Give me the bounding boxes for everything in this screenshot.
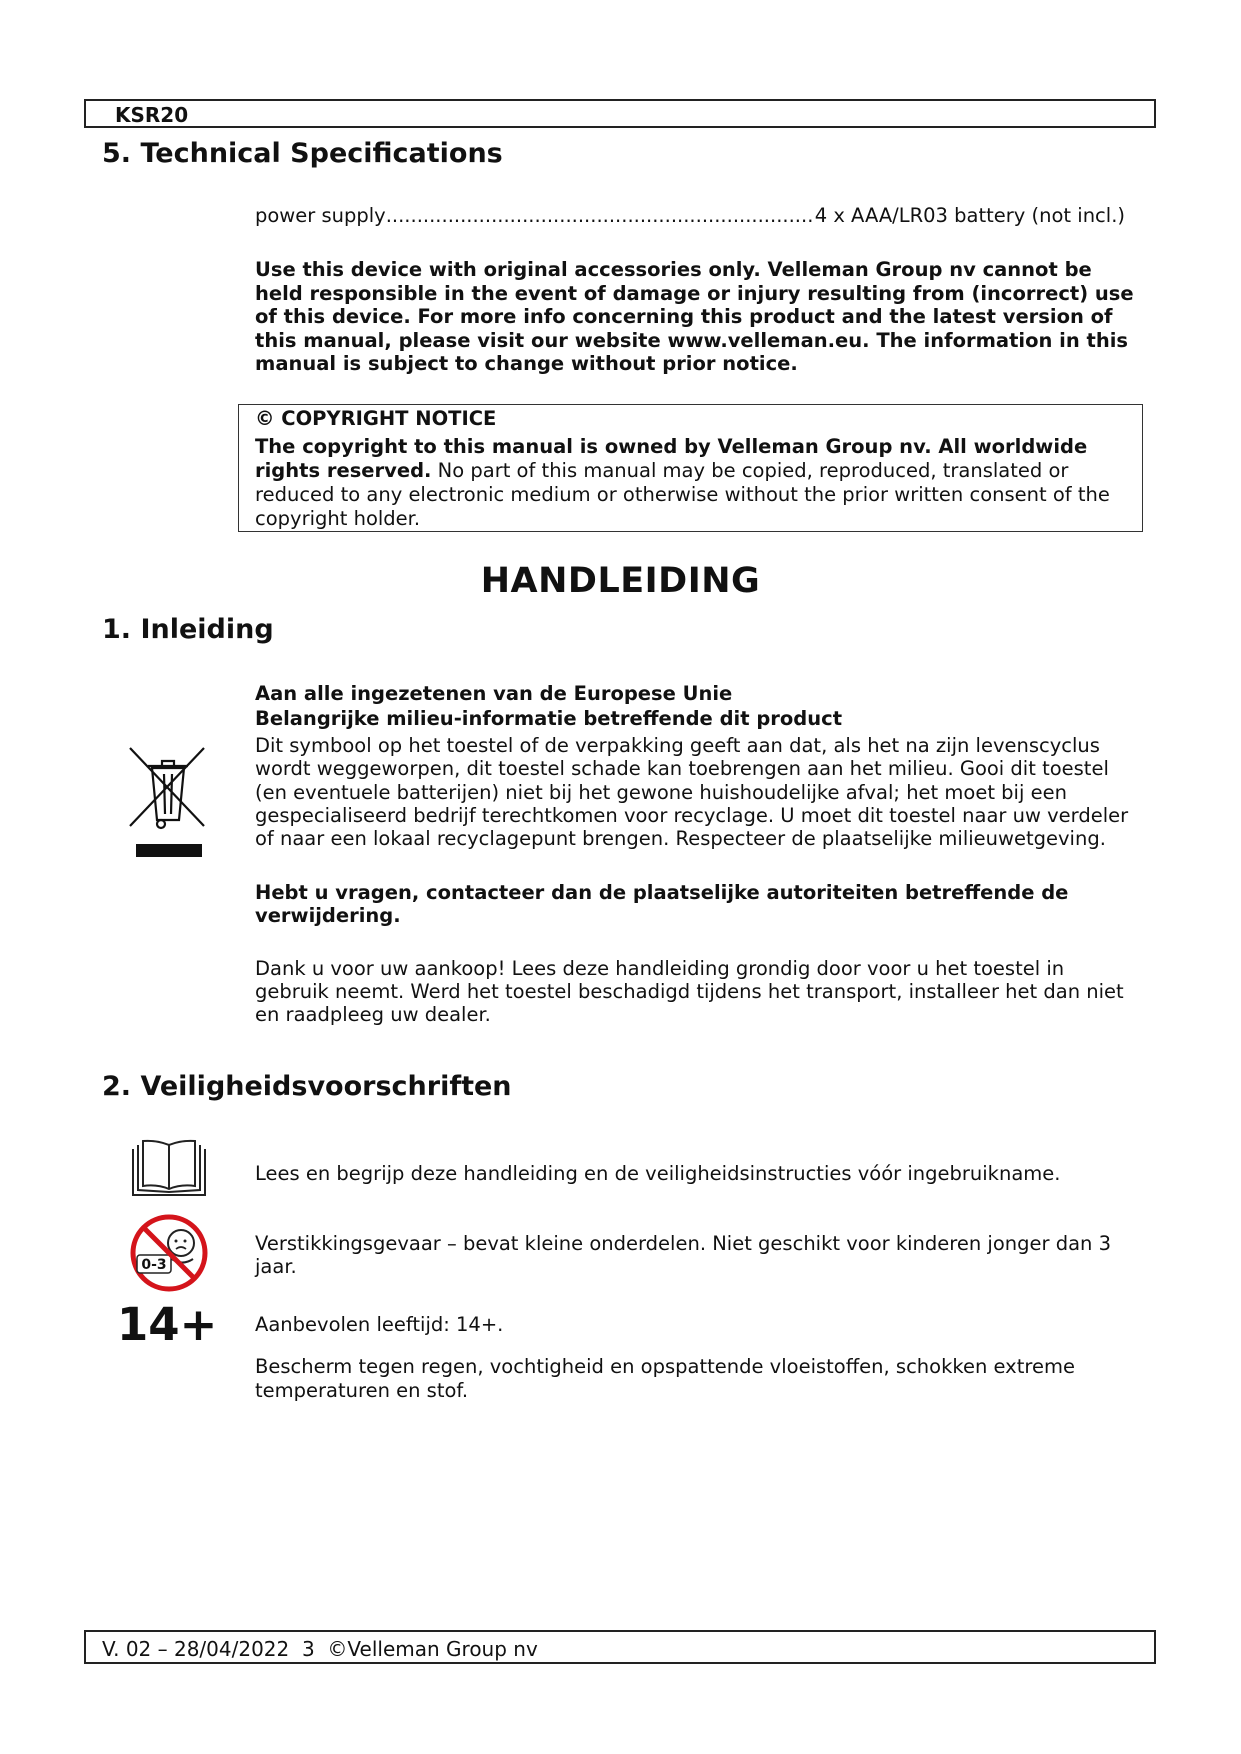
section-heading-veiligheidsvoorschriften: 2. Veiligheidsvoorschriften [102, 1071, 512, 1102]
age-14-plus-badge: 14+ [117, 1298, 218, 1351]
thanks-text: Dank u voor uw aankoop! Lees deze handleiding grondig door voor u het toestel in gebruik neemt. Werd het toestel beschadigd tijdens het transport, installeer het dan niet en raadpleeg uw dealer. [255, 957, 1124, 1026]
section-heading-technical-specifications: 5. Technical Specifications [102, 138, 503, 169]
eu-line-1: Aan alle ingezetenen van de Europese Unie [255, 682, 733, 705]
weee-crossed-bin-icon [128, 746, 208, 862]
copyright-bold-text: The copyright to this manual is owned by Velleman Group nv. All worldwide rights reserved. [255, 435, 1088, 482]
eu-header [255, 681, 1135, 731]
choking-hazard-icon [129, 1213, 209, 1293]
model-name: KSR20 [115, 103, 189, 127]
footer-text: V. 02 – 28/04/2022 3 ©Velleman Group nv [102, 1637, 538, 1661]
choking-hazard-text: Verstikkingsgevaar – bevat kleine onderdelen. Niet geschikt voor kinderen jonger dan 3 jaar. [255, 1232, 1112, 1278]
accessories-notice: Use this device with original accessories only. Velleman Group nv cannot be held responsible in the event of damage or injury resulting from (incorrect) use of this device. For more info concerning this product and the latest version of this manual, please visit our website www.velleman.eu. The information in this manual is subject to change without prior notice. [255, 258, 1134, 375]
questions-text: Hebt u vragen, contacteer dan de plaatselijke autoriteiten betreffende de verwijdering. [255, 881, 1069, 927]
spec-value: 4 x AAA/LR03 battery (not incl.) [814, 204, 1125, 227]
spec-leader-dots [386, 204, 815, 227]
copyright-body [255, 435, 1125, 531]
protect-text: Bescherm tegen regen, vochtigheid en opspattende vloeistoffen, schokken extreme temperaturen en stof. [255, 1355, 1075, 1402]
spec-label: power supply [255, 204, 386, 227]
recommended-age-text: Aanbevolen leeftijd: 14+. [255, 1313, 504, 1336]
copyright-text: No part of this manual may be copied, reproduced, translated or reduced to any electronic medium or otherwise without the prior written consent of the copyright holder. [255, 459, 1110, 530]
manual-title: HANDLEIDING [480, 561, 761, 601]
read-manual-text: Lees en begrijp deze handleiding en de veiligheidsinstructies vóór ingebruikname. [255, 1162, 1061, 1185]
page-footer [84, 1630, 1156, 1664]
read-manual-book-icon [131, 1139, 207, 1197]
copyright-title: © COPYRIGHT NOTICE [255, 407, 497, 430]
spec-row-power-supply [255, 204, 1125, 227]
section-heading-inleiding: 1. Inleiding [102, 614, 274, 645]
weee-text: Dit symbool op het toestel of de verpakking geeft aan dat, als het na zijn levenscyclus wordt weggeworpen, dit toestel schade kan toebrengen aan het milieu. Gooi dit toestel (en eventuele batterijen) niet bij het gewone huishoudelijke afval; het moet bij een gespecialiseerd bedrijf terechtkomen voor recyclage. U moet dit toestel naar uw verdeler of naar een lokaal recyclagepunt brengen. Respecteer de plaatselijke milieuwetgeving. [255, 734, 1129, 851]
eu-line-2: Belangrijke milieu-informatie betreffende dit product [255, 707, 843, 730]
copyright-notice-box [238, 404, 1143, 532]
page-header [84, 99, 1156, 128]
age-restriction-label: 0-3 [141, 1257, 167, 1273]
